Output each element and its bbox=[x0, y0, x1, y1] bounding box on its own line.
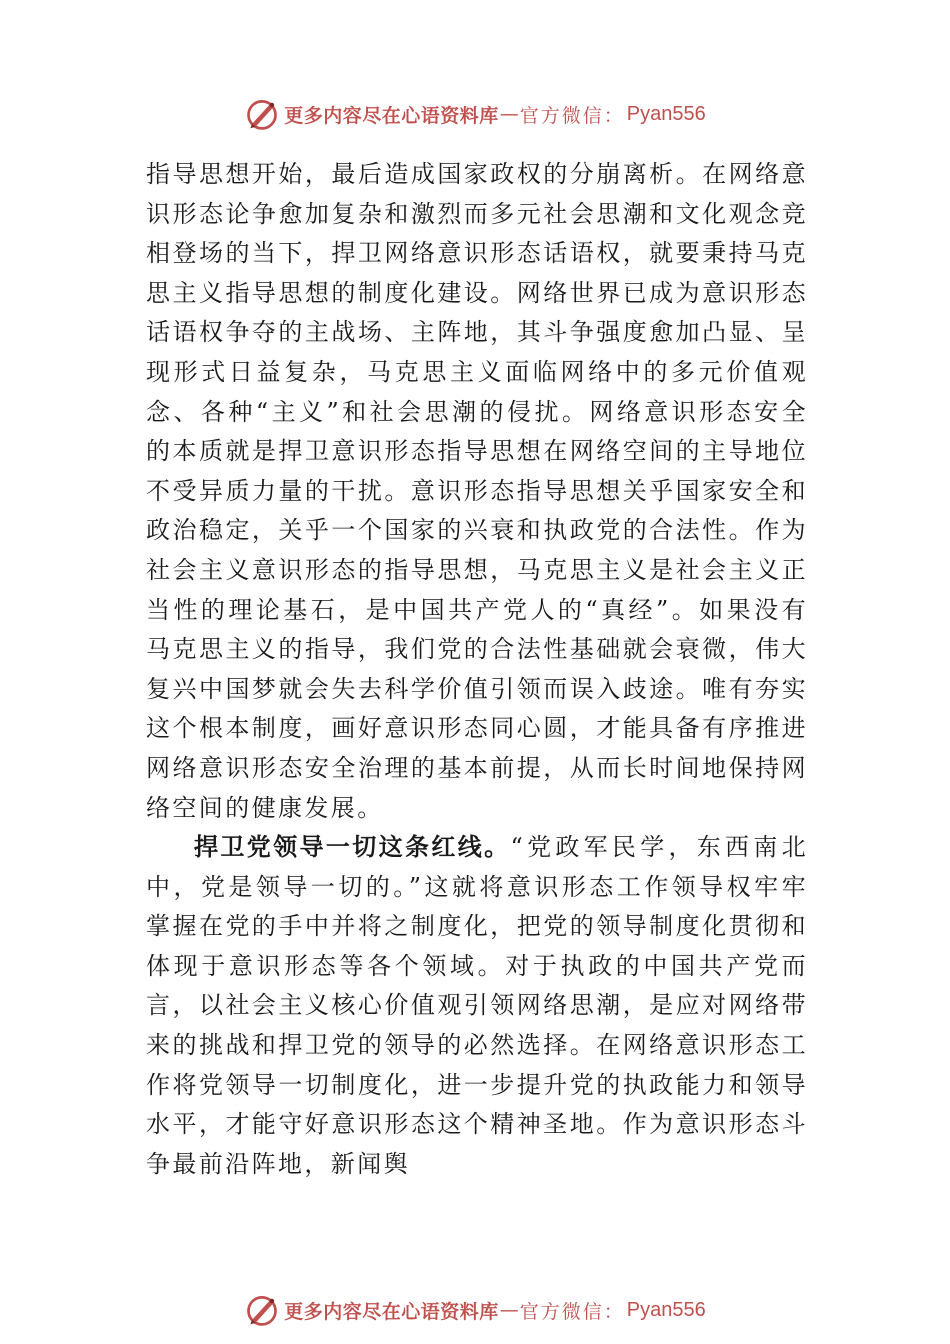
paragraph-2-text: “党政军民学，东西南北中，党是领导一切的。”这就将意识形态工作领导权牢牢掌握在党的手中并将之制度化，把党的领导制度化贯彻和体现于意识形态等各个领域。对于执政的中国共产党而言，以社会主义核心价值观引领网络思潮，是应对网络带来的挑战和捍卫党的领导的必然选择。在网络意识形态工作将党领导一切制度化，进一步提升党的执政能力和领导水平，才能守好意识形态这个精神圣地。作为意识形态斗争最前沿阵地，新闻舆 bbox=[146, 833, 809, 1178]
pen-circle-logo-icon bbox=[244, 1292, 280, 1328]
header-account-id: Pyan556 bbox=[626, 102, 706, 125]
document-body bbox=[146, 155, 808, 1184]
header-separator: — bbox=[499, 103, 519, 125]
footer-banner bbox=[0, 1290, 950, 1330]
header-banner bbox=[0, 94, 950, 134]
footer-channel-label: 官方微信： bbox=[519, 1300, 625, 1323]
header-brand-text: 更多内容尽在心语资料库 bbox=[284, 104, 499, 127]
body-paragraph-1: 指导思想开始，最后造成国家政权的分崩离析。在网络意识形态论争愈加复杂和激烈而多元社会思潮和文化观念竞相登场的当下，捍卫网络意识形态话语权，就要秉持马克思主义指导思想的制度化建设。网络世界已成为意识形态话语权争夺的主战场、主阵地，其斗争强度愈加凸显、呈现形式日益复杂，马克思主义面临网络中的多元价值观念、各种“主义”和社会思潮的侵扰。网络意识形态安全的本质就是捍卫意识形态指导思想在网络空间的主导地位不受异质力量的干扰。意识形态指导思想关乎国家安全和政治稳定，关乎一个国家的兴衰和执政党的合法性。作为社会主义意识形态的指导思想，马克思主义是社会主义正当性的理论基石，是中国共产党人的“真经”。如果没有马克思主义的指导，我们党的合法性基础就会衰微，伟大复兴中国梦就会失去科学价值引领而误入歧途。唯有夯实这个根本制度，画好意识形态同心圆，才能具备有序推进网络意识形态安全治理的基本前提，从而长时间地保持网络空间的健康发展。 bbox=[146, 160, 808, 822]
footer-brand-text: 更多内容尽在心语资料库 bbox=[284, 1300, 499, 1323]
paragraph-2-lead-heading: 捍卫党领导一切这条红线。 bbox=[194, 833, 511, 862]
body-paragraph-2 bbox=[146, 828, 808, 1184]
header-channel-label: 官方微信： bbox=[519, 104, 625, 127]
pen-circle-logo-icon bbox=[244, 96, 280, 132]
footer-account-id: Pyan556 bbox=[626, 1298, 706, 1321]
footer-separator: — bbox=[499, 1299, 519, 1321]
